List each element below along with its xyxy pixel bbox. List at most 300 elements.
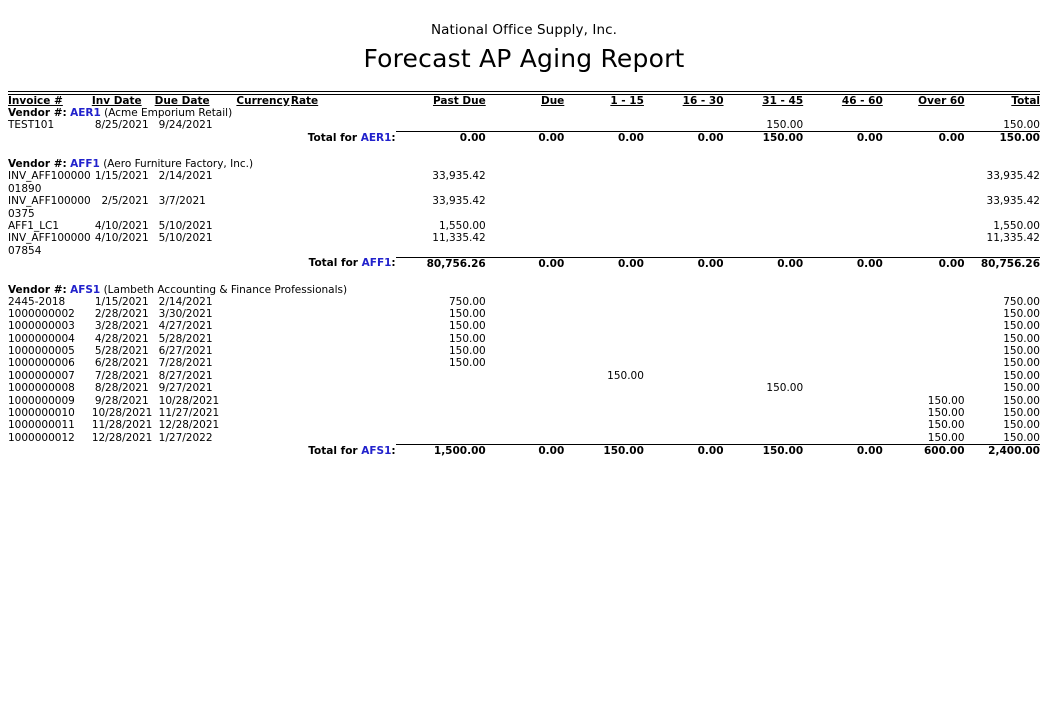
cell-b16_30 [644, 296, 724, 308]
vendor-total-past_due: 80,756.26 [396, 257, 486, 270]
cell-b1_15 [564, 119, 644, 132]
cell-total: 11,335.42 [986, 232, 1040, 245]
cell-total: 150.00 [1003, 406, 1040, 419]
cell-b1_15 [564, 345, 644, 357]
cell-b31_45 [724, 320, 804, 332]
cell-due_date: 12/28/2021 [158, 419, 220, 432]
column-header-label: Total [1011, 95, 1040, 107]
aging-table [8, 95, 1040, 471]
cell-currency [236, 345, 290, 357]
cell-b1_15 [564, 395, 644, 407]
column-header-due_date [155, 95, 237, 107]
cell-b46_60 [803, 195, 883, 220]
vendor-total-row [8, 132, 1040, 145]
cell-b31_45 [724, 370, 804, 382]
cell-rate [291, 395, 396, 407]
cell-invoice: 1000000010 [8, 406, 75, 419]
cell-rate [291, 345, 396, 357]
cell-due [486, 357, 565, 369]
cell-total: 150.00 [1003, 320, 1040, 333]
total-suffix: : [391, 257, 396, 269]
cell-rate [291, 432, 396, 445]
vendor-header-row [8, 284, 1040, 296]
cell-total: 150.00 [1003, 357, 1040, 370]
cell-due_date: 6/27/2021 [158, 345, 213, 357]
cell-due [486, 320, 565, 332]
vendor-code[interactable]: AFS1 [70, 283, 101, 296]
column-header-label: Due Date [154, 95, 210, 107]
cell-over60: 150.00 [927, 406, 965, 419]
cell-rate [291, 357, 396, 369]
cell-currency [236, 195, 290, 220]
cell-b31_45 [724, 357, 804, 369]
cell-b31_45 [724, 170, 804, 195]
vendor-header-row [8, 107, 1040, 119]
cell-b16_30 [644, 345, 724, 357]
spacer-cell [8, 144, 1040, 158]
vendor-code[interactable]: AER1 [70, 107, 101, 119]
vendor-name: (Acme Emporium Retail) [104, 107, 233, 119]
cell-b31_45 [724, 345, 804, 357]
section-spacer [8, 270, 1040, 284]
cell-b1_15 [564, 308, 644, 320]
cell-past_due: 150.00 [448, 345, 486, 357]
cell-currency [236, 170, 290, 195]
vendor-total-b16_30: 0.00 [644, 132, 724, 145]
cell-b16_30 [644, 119, 724, 132]
column-header-b1_15 [564, 95, 644, 107]
cell-b31_45 [724, 296, 804, 308]
vendor-total-b16_30: 0.00 [644, 445, 724, 458]
total-suffix: : [391, 131, 396, 144]
cell-due [486, 419, 565, 431]
cell-invoice: 1000000011 [8, 419, 75, 432]
cell-invoice: 1000000002 [8, 307, 75, 320]
column-header-b46_60 [803, 95, 883, 107]
cell-b1_15 [564, 170, 644, 195]
cell-past_due: 150.00 [448, 357, 486, 370]
cell-total: 33,935.42 [986, 170, 1040, 183]
cell-due_date: 3/7/2021 [158, 195, 206, 208]
cell-total: 150.00 [1003, 345, 1040, 357]
column-header-label: Due [540, 95, 565, 107]
cell-b1_15 [564, 357, 644, 369]
cell-b46_60 [803, 357, 883, 369]
cell-rate [291, 320, 396, 332]
cell-inv_date: 4/10/2021 [94, 219, 149, 232]
cell-b16_30 [644, 308, 724, 320]
cell-past_due [396, 407, 486, 419]
vendor-total-row [8, 257, 1040, 270]
column-header-label: Currency [236, 95, 290, 107]
table-row[interactable] [8, 333, 1040, 345]
column-header-label: Over 60 [918, 95, 965, 107]
total-vendor-code: AFF1 [361, 257, 392, 269]
table-row[interactable] [8, 419, 1040, 431]
cell-invoice: AFF1_LC1 [8, 219, 60, 232]
cell-b16_30 [644, 333, 724, 345]
vendor-label: Vendor #: [8, 283, 67, 296]
page-title: Forecast AP Aging Report [363, 44, 685, 73]
table-row[interactable] [8, 232, 1040, 257]
cell-due [486, 432, 565, 445]
vendor-heading [8, 107, 1040, 119]
column-header-inv_date [92, 95, 155, 107]
column-header-label: Past Due [432, 95, 486, 107]
cell-due_date: 5/28/2021 [158, 332, 213, 345]
cell-b31_45: 150.00 [766, 119, 804, 131]
cell-due_date: 10/28/2021 [158, 394, 220, 407]
cell-due [486, 296, 565, 308]
vendor-heading [8, 158, 1040, 170]
vendor-total-label [8, 257, 396, 270]
cell-inv_date: 5/28/2021 [94, 345, 149, 357]
cell-due_date: 5/10/2021 [158, 219, 213, 232]
total-prefix: Total for [307, 131, 358, 144]
cell-invoice: TEST101 [8, 119, 55, 131]
header-rule-top [8, 91, 1040, 92]
cell-b1_15 [564, 232, 644, 257]
cell-inv_date: 4/28/2021 [94, 332, 149, 345]
cell-over60 [883, 170, 965, 195]
cell-rate [291, 195, 396, 220]
cell-inv_date: 3/28/2021 [94, 320, 149, 333]
column-header-label: Rate [290, 95, 319, 107]
total-prefix: Total for [308, 257, 358, 269]
vendor-total-total: 80,756.26 [965, 257, 1040, 270]
cell-past_due [396, 395, 486, 407]
cell-currency [236, 119, 290, 132]
cell-past_due: 150.00 [448, 332, 486, 345]
cell-past_due: 33,935.42 [432, 170, 486, 183]
cell-over60 [883, 320, 965, 332]
cell-b46_60 [803, 296, 883, 308]
cell-inv_date: 1/15/2021 [94, 170, 149, 183]
cell-inv_date: 12/28/2021 [91, 431, 153, 444]
total-vendor-code: AER1 [360, 131, 392, 144]
column-header-over60 [883, 95, 965, 107]
column-header-due [486, 95, 565, 107]
cell-b1_15 [564, 382, 644, 394]
cell-inv_date: 10/28/2021 [91, 406, 153, 419]
cell-due [486, 308, 565, 320]
cell-due_date: 4/27/2021 [158, 320, 213, 333]
cell-total: 150.00 [1003, 382, 1040, 395]
cell-b46_60 [803, 232, 883, 257]
cell-inv_date: 7/28/2021 [94, 369, 149, 382]
table-row[interactable] [8, 382, 1040, 394]
column-header-label: 46 - 60 [841, 95, 883, 107]
spacer-cell [8, 457, 1040, 471]
cell-b16_30 [644, 232, 724, 257]
cell-b31_45 [724, 407, 804, 419]
vendor-total-label [8, 445, 396, 458]
table-row[interactable] [8, 432, 1040, 445]
cell-invoice: 2445-2018 [8, 295, 66, 308]
cell-rate [291, 333, 396, 345]
cell-b46_60 [803, 119, 883, 132]
column-header-rate [291, 95, 396, 107]
cell-b16_30 [644, 170, 724, 195]
cell-currency [236, 395, 290, 407]
vendor-total-over60: 0.00 [883, 132, 965, 145]
table-row[interactable] [8, 296, 1040, 308]
cell-inv_date: 4/10/2021 [94, 232, 149, 245]
cell-total: 150.00 [1003, 431, 1040, 444]
vendor-total-due: 0.00 [486, 257, 565, 270]
cell-currency [236, 308, 290, 320]
cell-over60 [883, 370, 965, 382]
cell-currency [236, 419, 290, 431]
cell-b1_15 [564, 407, 644, 419]
total-suffix: : [391, 444, 396, 457]
cell-total: 150.00 [1003, 369, 1040, 382]
cell-past_due [396, 382, 486, 394]
cell-b46_60 [803, 170, 883, 195]
table-header-row [8, 95, 1040, 107]
spacer-cell [8, 270, 1040, 284]
cell-over60 [883, 220, 965, 232]
cell-inv_date: 9/28/2021 [94, 394, 149, 407]
cell-due_date: 2/14/2021 [158, 170, 213, 183]
cell-due_date: 9/24/2021 [158, 119, 213, 131]
column-header-label: 31 - 45 [762, 95, 804, 107]
vendor-total-over60: 0.00 [883, 257, 965, 270]
cell-invoice: 1000000009 [8, 394, 75, 407]
cell-currency [236, 296, 290, 308]
column-header-label: 16 - 30 [682, 95, 724, 107]
cell-due [486, 119, 565, 132]
cell-total: 750.00 [1003, 295, 1040, 308]
cell-inv_date: 6/28/2021 [94, 357, 149, 370]
cell-over60: 150.00 [927, 419, 965, 432]
cell-due [486, 382, 565, 394]
vendor-total-row [8, 445, 1040, 458]
cell-past_due: 11,335.42 [432, 232, 486, 245]
cell-over60 [883, 119, 965, 132]
vendor-total-b16_30: 0.00 [644, 257, 724, 270]
cell-rate [291, 119, 396, 132]
cell-currency [236, 432, 290, 445]
cell-invoice: 1000000006 [8, 357, 75, 370]
cell-due [486, 333, 565, 345]
cell-rate [291, 370, 396, 382]
cell-total: 150.00 [1003, 394, 1040, 407]
cell-b16_30 [644, 407, 724, 419]
cell-over60 [883, 345, 965, 357]
cell-b1_15 [564, 320, 644, 332]
cell-over60 [883, 382, 965, 394]
cell-currency [236, 232, 290, 257]
table-row[interactable] [8, 345, 1040, 357]
cell-currency [236, 320, 290, 332]
column-header-total [965, 95, 1040, 107]
total-prefix: Total for [308, 444, 358, 457]
cell-inv_date: 2/5/2021 [101, 195, 149, 208]
cell-due [486, 170, 565, 195]
column-header-invoice [8, 95, 92, 107]
cell-past_due: 150.00 [448, 320, 486, 333]
cell-rate [291, 382, 396, 394]
cell-b31_45 [724, 195, 804, 220]
table-row[interactable] [8, 170, 1040, 195]
vendor-code[interactable]: AFF1 [70, 158, 100, 171]
cell-rate [291, 220, 396, 232]
cell-b31_45: 150.00 [766, 382, 804, 395]
cell-b1_15 [564, 432, 644, 445]
cell-b46_60 [803, 333, 883, 345]
cell-b31_45 [724, 308, 804, 320]
table-row[interactable] [8, 119, 1040, 132]
cell-b31_45 [724, 333, 804, 345]
vendor-total-b46_60: 0.00 [803, 257, 883, 270]
cell-b46_60 [803, 345, 883, 357]
column-header-b16_30 [644, 95, 724, 107]
cell-b46_60 [803, 407, 883, 419]
table-row[interactable] [8, 308, 1040, 320]
cell-total: 150.00 [1003, 119, 1040, 131]
cell-currency [236, 407, 290, 419]
cell-b16_30 [644, 395, 724, 407]
cell-b16_30 [644, 320, 724, 332]
vendor-total-total: 2,400.00 [965, 445, 1040, 458]
cell-invoice: INV_AFF10000007854 [8, 232, 91, 257]
cell-b31_45 [724, 432, 804, 445]
cell-b31_45 [724, 419, 804, 431]
vendor-total-total: 150.00 [965, 132, 1040, 145]
cell-rate [291, 170, 396, 195]
cell-past_due [396, 370, 486, 382]
cell-due [486, 232, 565, 257]
table-row[interactable] [8, 220, 1040, 232]
cell-rate [291, 308, 396, 320]
cell-currency [236, 333, 290, 345]
cell-rate [291, 296, 396, 308]
cell-b1_15 [564, 296, 644, 308]
cell-b16_30 [644, 220, 724, 232]
cell-past_due [396, 419, 486, 431]
cell-due [486, 407, 565, 419]
table-row[interactable] [8, 370, 1040, 382]
vendor-total-label [8, 132, 396, 145]
cell-b46_60 [803, 419, 883, 431]
vendor-total-b46_60: 0.00 [803, 445, 883, 458]
cell-over60 [883, 195, 965, 220]
vendor-total-b31_45: 150.00 [724, 445, 804, 458]
cell-currency [236, 382, 290, 394]
cell-due_date: 5/10/2021 [158, 232, 213, 245]
table-row[interactable] [8, 320, 1040, 332]
cell-total: 1,550.00 [993, 219, 1040, 232]
cell-b46_60 [803, 395, 883, 407]
cell-currency [236, 220, 290, 232]
cell-inv_date: 1/15/2021 [94, 295, 149, 308]
cell-inv_date: 2/28/2021 [94, 307, 149, 320]
column-header-label: Inv Date [91, 95, 142, 107]
table-row[interactable] [8, 195, 1040, 220]
cell-inv_date: 11/28/2021 [91, 419, 153, 432]
cell-b16_30 [644, 382, 724, 394]
cell-past_due: 750.00 [448, 295, 486, 308]
cell-b46_60 [803, 382, 883, 394]
cell-b46_60 [803, 308, 883, 320]
cell-b31_45 [724, 395, 804, 407]
cell-over60 [883, 296, 965, 308]
cell-over60 [883, 333, 965, 345]
company-name: National Office Supply, Inc. [430, 22, 618, 38]
cell-b1_15 [564, 333, 644, 345]
cell-b31_45 [724, 232, 804, 257]
cell-invoice: 1000000012 [8, 431, 75, 444]
vendor-total-b1_15: 0.00 [564, 132, 644, 145]
vendor-total-b46_60: 0.00 [803, 132, 883, 145]
cell-rate [291, 407, 396, 419]
cell-due_date: 9/27/2021 [158, 382, 213, 395]
cell-b16_30 [644, 432, 724, 445]
cell-over60 [883, 357, 965, 369]
cell-due_date: 11/27/2021 [158, 406, 220, 419]
cell-b46_60 [803, 432, 883, 445]
total-vendor-code: AFS1 [361, 444, 392, 457]
table-row[interactable] [8, 395, 1040, 407]
cell-total: 33,935.42 [986, 195, 1040, 208]
cell-rate [291, 232, 396, 257]
vendor-heading [8, 284, 1040, 296]
vendor-total-past_due: 0.00 [396, 132, 486, 145]
cell-due_date: 3/30/2021 [158, 307, 213, 320]
cell-over60 [883, 232, 965, 257]
table-row[interactable] [8, 357, 1040, 369]
vendor-total-b31_45: 150.00 [724, 132, 804, 145]
cell-due_date: 2/14/2021 [158, 295, 213, 308]
cell-past_due: 1,550.00 [438, 219, 486, 232]
cell-due [486, 345, 565, 357]
cell-b46_60 [803, 220, 883, 232]
cell-b31_45 [724, 220, 804, 232]
cell-due_date: 8/27/2021 [158, 369, 213, 382]
cell-due [486, 395, 565, 407]
cell-past_due: 33,935.42 [432, 195, 486, 208]
vendor-name: (Aero Furniture Factory, Inc.) [103, 158, 254, 171]
cell-over60 [883, 308, 965, 320]
cell-due_date: 7/28/2021 [158, 357, 213, 370]
cell-rate [291, 419, 396, 431]
cell-invoice: 1000000005 [8, 345, 75, 357]
cell-invoice: 1000000004 [8, 332, 75, 345]
cell-currency [236, 357, 290, 369]
column-header-b31_45 [724, 95, 804, 107]
cell-total: 150.00 [1003, 307, 1040, 320]
cell-invoice: 1000000008 [8, 382, 75, 395]
vendor-total-b1_15: 0.00 [564, 257, 644, 270]
cell-inv_date: 8/28/2021 [94, 382, 149, 395]
cell-b1_15: 150.00 [607, 369, 644, 382]
cell-b16_30 [644, 357, 724, 369]
vendor-total-due: 0.00 [486, 132, 565, 145]
cell-due [486, 195, 565, 220]
section-spacer [8, 144, 1040, 158]
table-row[interactable] [8, 407, 1040, 419]
cell-b46_60 [803, 370, 883, 382]
cell-past_due: 150.00 [448, 307, 486, 320]
vendor-header-row [8, 158, 1040, 170]
cell-over60: 150.00 [927, 431, 965, 444]
cell-b16_30 [644, 370, 724, 382]
vendor-total-over60: 600.00 [883, 445, 965, 458]
cell-over60: 150.00 [927, 394, 965, 407]
cell-invoice: INV_AFF10000001890 [8, 170, 91, 195]
column-header-currency [236, 95, 290, 107]
